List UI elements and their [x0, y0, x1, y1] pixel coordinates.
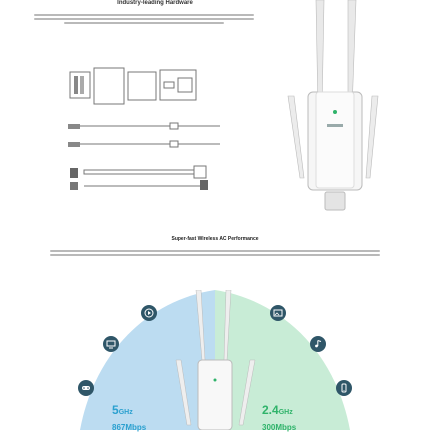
- image-icon: [270, 305, 286, 321]
- media-play-icon: [141, 305, 157, 321]
- band-24ghz-freq: 2.4: [262, 403, 279, 417]
- hardware-heading: Industry-leading Hardware: [117, 0, 193, 6]
- antenna-cable-2: [68, 141, 220, 147]
- band-5ghz-freq: 5: [112, 403, 119, 417]
- phone-icon: [336, 380, 352, 396]
- band-5ghz-rate: 867Mbps: [112, 423, 147, 432]
- antenna-cable-assembly: [70, 166, 208, 190]
- connector-block: [70, 68, 196, 104]
- antenna-cable-1: [68, 123, 220, 129]
- performance-description: [50, 250, 380, 258]
- band-5ghz-unit: GHz: [118, 409, 133, 416]
- router-center-image: [170, 290, 260, 430]
- hardware-diagram: [60, 60, 220, 200]
- router-product-image: [280, 0, 390, 215]
- gamepad-icon: [78, 380, 94, 396]
- band-5ghz-label: [112, 402, 146, 434]
- hardware-description: [34, 14, 254, 26]
- band-24ghz-unit: GHz: [278, 409, 293, 416]
- tv-icon: [103, 336, 119, 352]
- music-icon: [310, 336, 326, 352]
- band-24ghz-label: [262, 402, 296, 434]
- performance-heading: Super-fast Wireless AC Performance: [171, 236, 259, 242]
- band-24ghz-rate: 300Mbps: [262, 423, 297, 432]
- router-body: [308, 92, 362, 210]
